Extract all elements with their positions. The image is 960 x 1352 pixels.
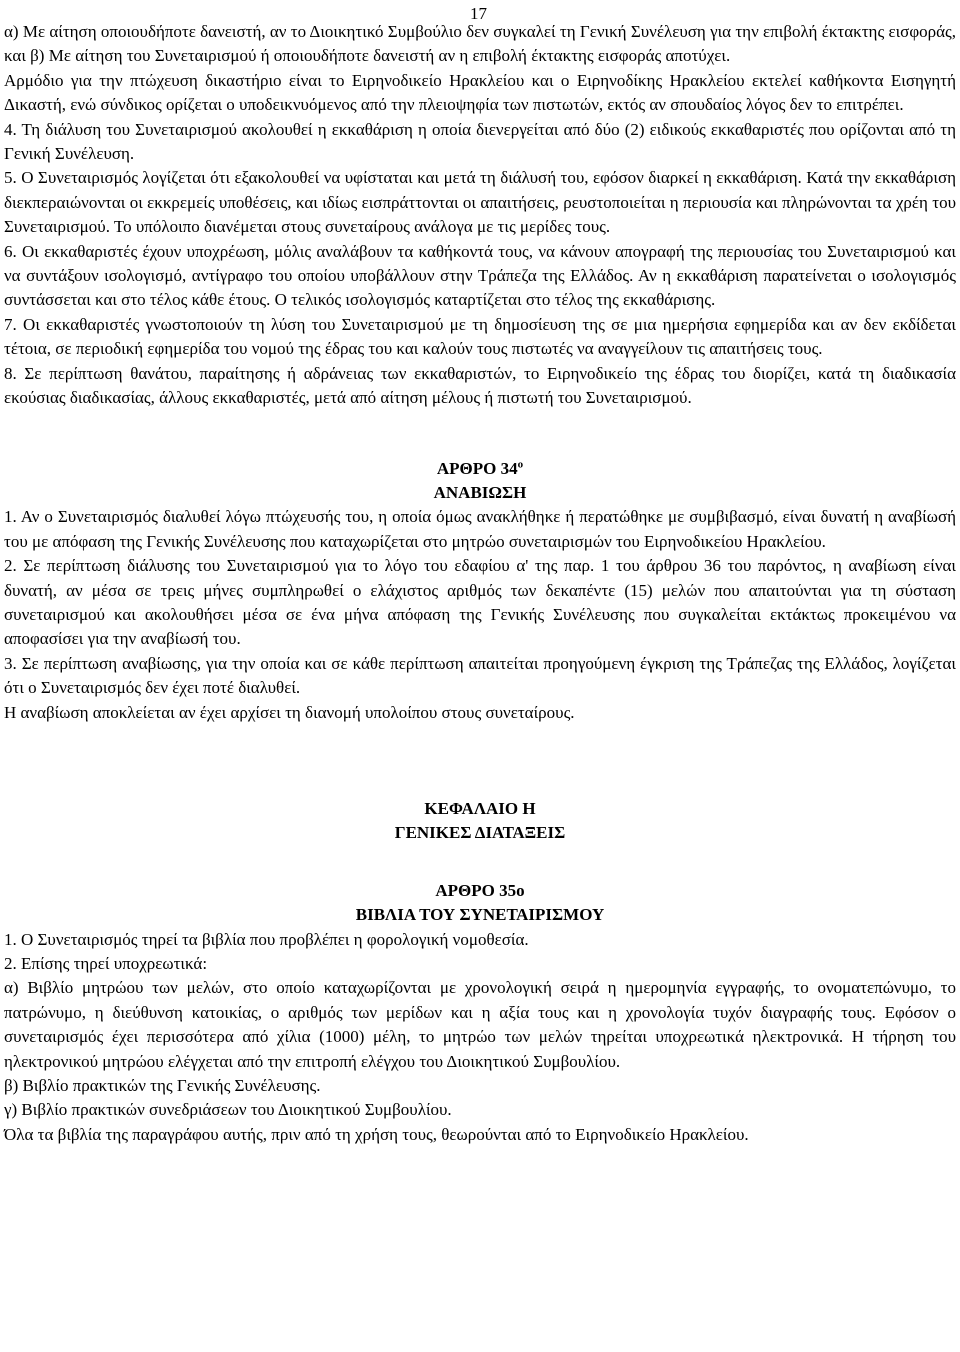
paragraph: 7. Οι εκκαθαριστές γνωστοποιούν τη λύση του Συνεταιρισμού με τη δημοσίευση της σε μια ημερήσια εφημερίδα και αν δεν εκδίδεται τέτοια, σε περιοδική εφημερίδα του νομού της έδρας του και καλούν τους πιστωτές να αναγγείλουν τις απαιτήσεις τους. bbox=[4, 314, 956, 359]
paragraph: 2. Σε περίπτωση διάλυσης του Συνεταιρισμού για το λόγο του εδαφίου α' της παρ. 1 του άρθρου 36 του παρόντος, η αναβίωση είναι δυνατή, αν μέσα σε τρεις μήνες συμπληρωθεί ο ελάχιστος αριθμός των δεκαπέντε (15) μελών που απαιτούνται για τη σύσταση συνεταιρισμού και ακολουθήσει μέσα σε ένα μήνα απόφαση της Γενικής Συνέλευσης που συγκαλείται εκτάκτως προκειμένου να αποφασίσει για την αναβίωσή του. bbox=[4, 556, 956, 649]
document-body bbox=[4, 20, 956, 1147]
paragraph: Όλα τα βιβλία της παραγράφου αυτής, πριν από τη χρήση τους, θεωρούνται από το Ειρηνοδικείο Ηρακλείου. bbox=[4, 1124, 749, 1144]
paragraph: 2. Επίσης τηρεί υποχρεωτικά: bbox=[4, 954, 208, 973]
paragraph: 6. Οι εκκαθαριστές έχουν υποχρέωση, μόλις αναλάβουν τα καθήκοντά τους, να κάνουν απογραφή της περιουσίας του Συνεταιρισμού και να συντάξουν ισολογισμό, αντίγραφο του οποίου υποβάλλουν στην Τράπεζα της Ελλάδος. Αν η εκκαθάριση παρατείνεται ο ισολογισμός συντάσσεται και στο τέλος κάθε έτους. Ο τελικός ισολογισμός καταρτίζεται στο τέλος της εκκαθάρισης. bbox=[4, 241, 956, 310]
paragraph: α) Με αίτηση οποιουδήποτε δανειστή, αν το Διοικητικό Συμβούλιο δεν συγκαλεί τη Γενική Συνέλευση για την επιβολή έκτακτης εισφοράς, και β) Με αίτηση του Συνεταιρισμού ή οποιουδήποτε δανειστή αν η επιβολή έκτακτης εισφοράς αποτύχει. bbox=[4, 22, 956, 66]
paragraph: 4. Τη διάλυση του Συνεταιρισμού ακολουθεί η εκκαθάριση η οποία διενεργείται από δύο (2) ειδικούς εκκαθαριστές που ορίζονται από τη Γενική Συνέλευση. bbox=[4, 119, 956, 164]
article-34-title: ΑΡΘΡΟ 34 bbox=[436, 458, 518, 478]
paragraph: 3. Σε περίπτωση αναβίωσης, για την οποία και σε κάθε περίπτωση απαιτείται προηγούμενη έγκριση της Τράπεζας της Ελλάδος, λογίζεται ότι ο Συνεταιρισμός δεν έχει ποτέ διαλυθεί. bbox=[4, 653, 956, 698]
paragraph: α) Βιβλίο μητρώου των μελών, στο οποίο καταχωρίζονται με χρονολογική σειρά η ημερομηνία εγγραφής, το ονοματεπώνυμο, το πατρώνυμο, η διεύθυνση κατοικίας, ο αριθμός των μερίδων και η αξία τους και η χρονολογία τυχόν διαγραφής τους. Εφόσον ο συνεταιρισμός έχει περισσότερα από χίλια (1000) μέλη, το μητρώο των μελών τηρείται υποχρεωτικά ηλεκτρονικά. Η τήρηση του ηλεκτρονικού μητρώου ελέγχεται από την επιτροπή ελέγχου του Διοικητικού Συμβουλίου. bbox=[4, 978, 956, 1071]
paragraph: 5. Ο Συνεταιρισμός λογίζεται ότι εξακολουθεί να υφίσταται και μετά τη διάλυσή του, εφόσον διαρκεί η εκκαθάριση. Κατά την εκκαθάριση διεκπεραιώνονται οι εκκρεμείς υποθέσεις, και ιδίως εισπράττονται οι απαιτήσεις, ρευστοποιείται η περιουσία και πληρώνονται τα χρέη του Συνεταιρισμού. Το υπόλοιπο διανέμεται στους συνεταίρους ανάλογα με τις μερίδες τους. bbox=[4, 168, 956, 237]
article-35-subtitle: ΒΙΒΛΙΑ ΤΟΥ ΣΥΝΕΤΑΙΡΙΣΜΟΥ bbox=[355, 905, 605, 925]
paragraph: 1. Ο Συνεταιρισμός τηρεί τα βιβλία που προβλέπει η φορολογική νομοθεσία. bbox=[4, 929, 529, 949]
chapter-subtitle: ΓΕΝΙΚΕΣ ΔΙΑΤΑΞΕΙΣ bbox=[394, 823, 566, 843]
ordinal-superscript: ο bbox=[517, 457, 524, 470]
paragraph: Η αναβίωση αποκλείεται αν έχει αρχίσει τη διανομή υπολοίπου στους συνεταίρους. bbox=[4, 702, 575, 722]
paragraph: Αρμόδιο για την πτώχευση δικαστήριο είναι το Ειρηνοδικείο Ηρακλείου και ο Ειρηνοδίκης Ηρακλείου εκτελεί καθήκοντα Εισηγητή Δικαστή, ενώ σύνδικος ορίζεται ο υποδεικνυόμενος από την πλειοψηφία των πιστωτών, εκτός αν σπουδαίος λόγος δεν το επιτρέπει. bbox=[4, 70, 956, 115]
article-34-heading bbox=[4, 457, 956, 481]
paragraph: 1. Αν ο Συνεταιρισμός διαλυθεί λόγω πτώχευσής του, η οποία όμως ανακλήθηκε ή περατώθηκε με συμβιβασμό, είναι δυνατή η αναβίωσή του με απόφαση της Γενικής Συνέλευσης που καταχωρίζεται στο μητρώο συνεταιρισμών του Ειρηνοδικείου Ηρακλείου. bbox=[4, 507, 956, 551]
paragraph: γ) Βιβλίο πρακτικών συνεδριάσεων του Διοικητικού Συμβουλίου. bbox=[4, 1100, 452, 1120]
article-35-title: ΑΡΘΡΟ 35ο bbox=[435, 880, 525, 900]
paragraph: 8. Σε περίπτωση θανάτου, παραίτησης ή αδράνειας των εκκαθαριστών, το Ειρηνοδικείο της έδρας του διορίζει, κατά τη διαδικασία εκούσιας διαδικασίας, άλλους εκκαθαριστές, μετά από αίτηση μέλους ή πιστωτή του Συνεταιρισμού. bbox=[4, 363, 956, 408]
chapter-title: ΚΕΦΑΛΑΙΟ Η bbox=[424, 798, 536, 818]
article-34-subtitle: ΑΝΑΒΙΩΣΗ bbox=[433, 482, 527, 502]
page-number: 17 bbox=[470, 4, 487, 23]
paragraph: β) Βιβλίο πρακτικών της Γενικής Συνέλευσης. bbox=[4, 1076, 321, 1096]
